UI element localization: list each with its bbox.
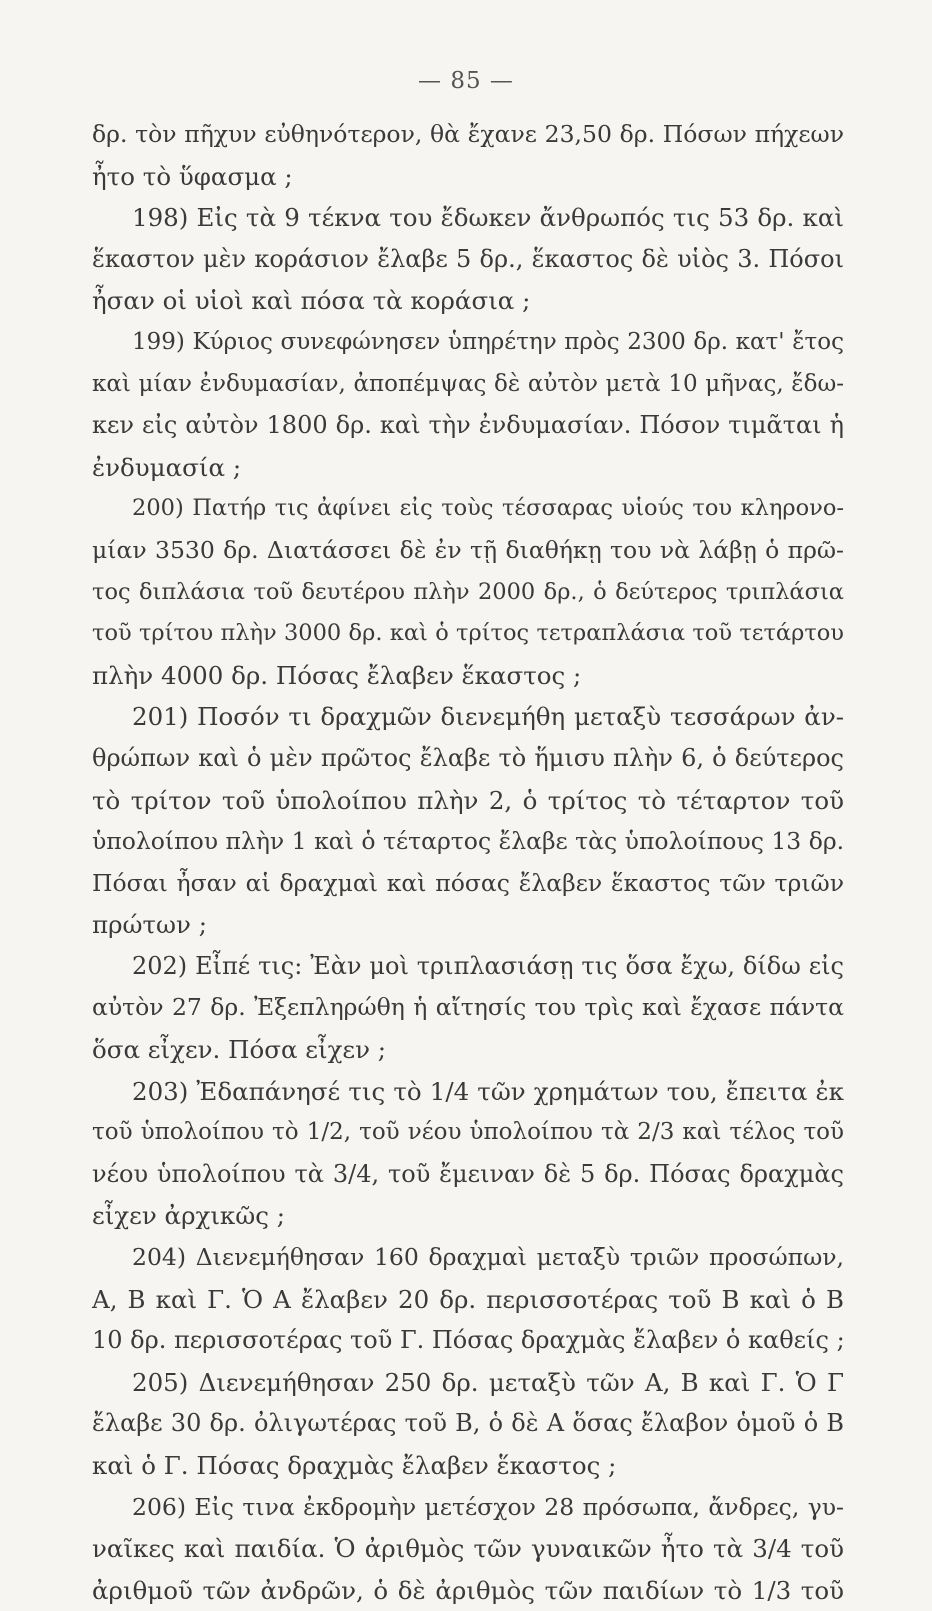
text-line: 206) Εἰς τινα ἐκδρομὴν μετέσχον 28 πρόσωπα, ἄνδρες, γυ-	[132, 1492, 844, 1521]
text-line: ὑπολοίπου πλὴν 1 καὶ ὁ τέταρτος ἔλαβε τὰς ὑπολοίπους 13 δρ.	[92, 827, 845, 856]
text-line: πλὴν 4000 δρ. Πόσας ἔλαβεν ἕκαστος ;	[92, 660, 582, 690]
text-line: ἦσαν οἱ υἱοὶ καὶ πόσα τὰ κοράσια ;	[92, 286, 531, 316]
text-line: 205) Διενεμήθησαν 250 δρ. μεταξὺ τῶν Α, Β καὶ Γ. Ὁ Γ	[132, 1367, 844, 1397]
text-body	[92, 114, 844, 1611]
text-line: τὸ τρίτον τοῦ ὑπολοίπου πλὴν 2, ὁ τρίτος τὸ τέταρτον τοῦ	[92, 785, 844, 815]
text-line: εἶχεν ἀρχικῶς ;	[92, 1201, 285, 1231]
text-line: τοῦ ὑπολοίπου τὸ 1/2, τοῦ νέου ὑπολοίπου τὰ 2/3 καὶ τέλος τοῦ	[92, 1119, 844, 1146]
text-line: 203) Ἐδαπάνησέ τις τὸ 1/4 τῶν χρημάτων του, ἔπειτα ἐκ	[132, 1076, 844, 1106]
text-line: 198) Εἰς τὰ 9 τέκνα του ἔδωκεν ἄνθρωπός τις 53 δρ. καὶ	[132, 203, 844, 233]
text-line: 200) Πατήρ τις ἀφίνει εἰς τοὺς τέσσαρας υἱούς του κληρονο-	[132, 495, 844, 522]
text-line: μίαν 3530 δρ. Διατάσσει δὲ ἐν τῇ διαθήκῃ του νὰ λάβῃ ὁ πρῶ-	[92, 535, 844, 564]
text-line: ὅσα εἶχεν. Πόσα εἶχεν ;	[92, 1035, 387, 1065]
text-line: κεν εἰς αὐτὸν 1800 δρ. καὶ τὴν ἐνδυμασίαν. Πόσον τιμᾶται ἡ	[92, 411, 844, 440]
text-line: 204) Διενεμήθησαν 160 δραχμαὶ μεταξὺ τριῶν προσώπων,	[132, 1243, 844, 1272]
text-line: πρώτων ;	[92, 910, 207, 940]
text-line: ἀριθμοῦ τῶν ἀνδρῶν, ὁ δὲ ἀριθμὸς τῶν παιδίων τὸ 1/3 τοῦ	[92, 1575, 844, 1605]
text-line: ἔλαβε 30 δρ. ὀλιγωτέρας τοῦ Β, ὁ δὲ Α ὅσας ἔλαβον ὁμοῦ ὁ Β	[92, 1409, 844, 1438]
text-line: Πόσαι ἦσαν αἱ δραχμαὶ καὶ πόσας ἔλαβεν ἕκαστος τῶν τριῶν	[92, 868, 844, 897]
text-line: τοῦ τρίτου πλὴν 3000 δρ. καὶ ὁ τρίτος τετραπλάσια τοῦ τετάρτου	[92, 620, 844, 647]
text-line: 202) Εἶπέ τις: Ἐὰν μοὶ τριπλασιάσῃ τις ὅσα ἔχω, δίδω εἰς	[132, 951, 844, 980]
text-line: 201) Ποσόν τι δραχμῶν διενεμήθη μεταξὺ τεσσάρων ἀν-	[132, 702, 844, 732]
text-line: τος διπλάσια τοῦ δευτέρου πλὴν 2000 δρ., ὁ δεύτερος τριπλάσια	[92, 578, 844, 605]
text-line: καὶ ὁ Γ. Πόσας δραχμὰς ἔλαβεν ἕκαστος ;	[92, 1451, 617, 1480]
text-line: καὶ μίαν ἐνδυμασίαν, ἀποπέμψας δὲ αὐτὸν μετὰ 10 μῆνας, ἔδω-	[92, 370, 844, 397]
text-line: ἐνδυμασία ;	[92, 452, 242, 482]
text-line: θρώπων καὶ ὁ μὲν πρῶτος ἔλαβε τὸ ἥμισυ πλὴν 6, ὁ δεύτερος	[92, 743, 844, 772]
text-line: ἦτο τὸ ὕφασμα ;	[92, 161, 293, 191]
text-line: ἕκαστον μὲν κοράσιον ἔλαβε 5 δρ., ἕκαστος δὲ υἱὸς 3. Πόσοι	[92, 244, 844, 273]
text-line: δρ. τὸν πῆχυν εὐθηνότερον, θὰ ἔχανε 23,50 δρ. Πόσων πήχεων	[92, 120, 844, 148]
text-line: αὐτὸν 27 δρ. Ἐξεπληρώθη ἡ αἴτησίς του τρὶς καὶ ἔχασε πάντα	[92, 993, 844, 1022]
text-line: ναῖκες καὶ παιδία. Ὁ ἀριθμὸς τῶν γυναικῶν ἦτο τὰ 3/4 τοῦ	[92, 1534, 844, 1564]
page-number: — 85 —	[418, 68, 514, 94]
text-line: 10 δρ. περισσοτέρας τοῦ Γ. Πόσας δραχμὰς ἔλαβεν ὁ καθείς ;	[92, 1326, 845, 1355]
text-line: 199) Κύριος συνεφώνησεν ὑπηρέτην πρὸς 2300 δρ. κατ' ἔτος	[132, 328, 844, 355]
text-line: νέου ὑπολοίπου τὰ 3/4, τοῦ ἔμειναν δὲ 5 δρ. Πόσας δραχμὰς	[92, 1159, 844, 1188]
text-line: Α, Β καὶ Γ. Ὁ Α ἔλαβεν 20 δρ. περισσοτέρας τοῦ Β καὶ ὁ Β	[92, 1284, 844, 1314]
